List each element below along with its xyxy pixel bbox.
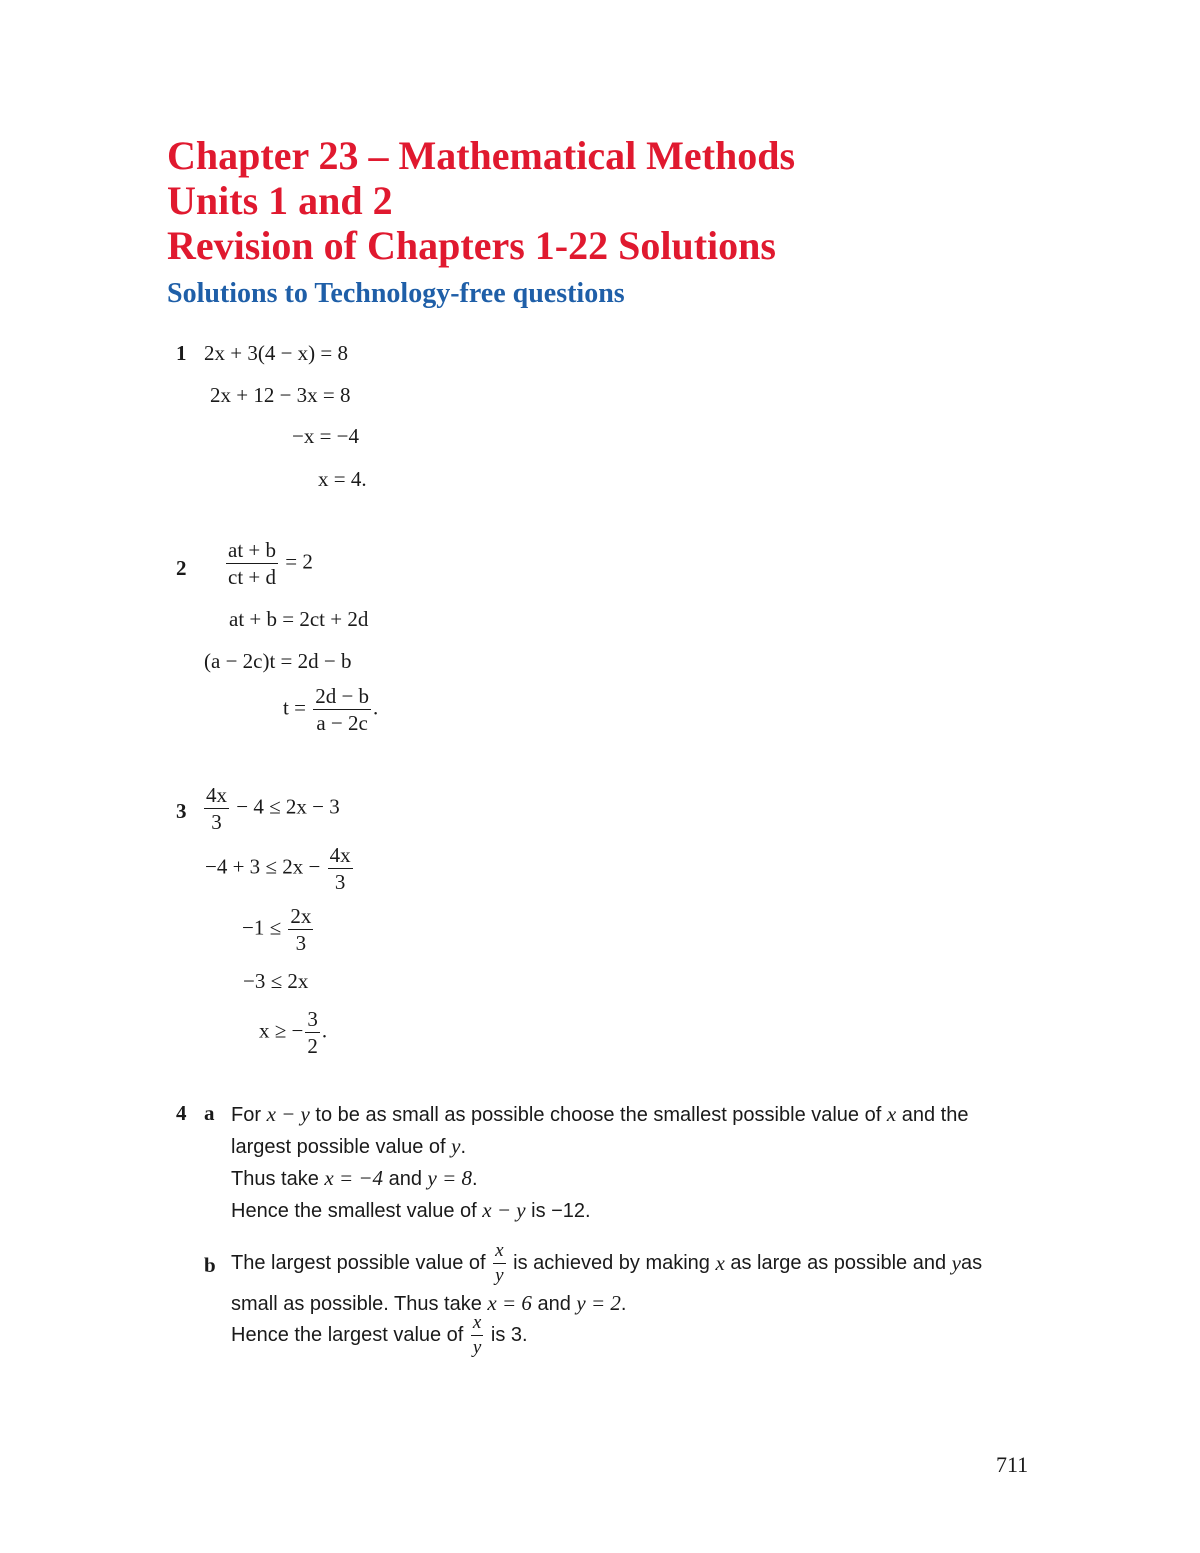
q2-fraction-1 (226, 538, 278, 589)
page-number: 711 (996, 1452, 1029, 1477)
q4b-l3-post: is 3. (485, 1323, 528, 1346)
q4b-frac2-numerator: x (471, 1312, 483, 1336)
q4b-l2-post: . (620, 1293, 627, 1315)
q4a-l3-e1: x = −4 (324, 1166, 384, 1190)
q4b-l1-pre: The largest possible value of (231, 1251, 492, 1274)
q3-line-5 (259, 1007, 327, 1058)
q4b-frac1-numerator: x (493, 1240, 505, 1264)
q4a-l1-pre: For (231, 1104, 267, 1126)
q3-frac2-numerator: 4x (328, 843, 353, 869)
revision-title: Revision of Chapters 1-22 Solutions (167, 223, 776, 268)
q1-line-3: −x = −4 (292, 424, 360, 448)
q4a-line-3 (231, 1163, 478, 1195)
q3-line-2-lhs: −4 + 3 ≤ 2x − (205, 854, 321, 879)
q4a-l1-mid: to be as small as possible choose the smallest possible value of (309, 1104, 887, 1126)
q4b-l1-v1: x (715, 1250, 725, 1275)
q3-frac1-numerator: 4x (204, 783, 229, 809)
q3-line-4: −3 ≤ 2x (243, 969, 309, 993)
question-4b-label: b (204, 1253, 216, 1277)
q4b-l2-e2: y = 2 (576, 1291, 621, 1315)
q4a-line-4 (231, 1195, 591, 1227)
q4a-l3-post: . (472, 1168, 478, 1190)
q2-line-4-lhs: t = (283, 695, 306, 720)
q4b-l1-post: as (960, 1251, 983, 1274)
q2-fraction-2 (313, 684, 371, 735)
q4b-l1-v2: y (951, 1250, 961, 1275)
q4b-l3-pre: Hence the largest value of (231, 1323, 469, 1346)
q4a-l3-mid: and (383, 1168, 428, 1190)
units-title: Units 1 and 2 (167, 178, 393, 223)
q4a-l4-expr: x − y (482, 1198, 526, 1222)
q4b-l1-mid2: as large as possible and (724, 1251, 952, 1274)
q2-line-1 (224, 538, 313, 589)
q2-line-4-tail: . (373, 695, 379, 720)
q3-frac2-denominator: 3 (334, 870, 346, 895)
q2-line-2: at + b = 2ct + 2d (229, 607, 369, 631)
question-4-number: 4 (176, 1101, 187, 1125)
q3-line-1 (202, 783, 340, 834)
q4a-l3-e2: y = 8 (427, 1166, 473, 1190)
q4a-l1-var: x (886, 1102, 897, 1126)
question-1-number: 1 (176, 341, 187, 365)
q4b-l2-e1: x = 6 (487, 1291, 532, 1315)
q4a-line-2 (231, 1131, 466, 1163)
q4a-l2-post: . (460, 1136, 467, 1158)
q3-frac3-denominator: 3 (295, 931, 307, 956)
q2-frac2-numerator: 2d − b (313, 684, 371, 710)
q3-line-1-rhs: − 4 ≤ 2x − 3 (236, 794, 340, 819)
q4a-l1-expr: x − y (266, 1102, 310, 1126)
section-subtitle: Solutions to Technology-free questions (167, 278, 625, 309)
q4b-frac1-denominator: y (495, 1264, 504, 1286)
q4b-l2-mid: and (531, 1293, 577, 1315)
chapter-title: Chapter 23 – Mathematical Methods (167, 133, 796, 178)
q3-frac1-denominator: 3 (211, 810, 222, 835)
q4a-l1-post: and the (896, 1104, 969, 1126)
q3-line-3 (242, 904, 315, 955)
q2-frac2-denominator: a − 2c (316, 711, 368, 736)
q3-fraction-4 (305, 1007, 320, 1058)
q3-line-2 (205, 843, 355, 894)
q4b-frac2-denominator: y (472, 1336, 482, 1358)
q2-frac1-numerator: at + b (226, 538, 278, 564)
q2-line-4 (283, 684, 378, 735)
q3-line-5-lhs: x ≥ − (259, 1018, 304, 1043)
q1-line-2: 2x + 12 − 3x = 8 (210, 383, 351, 407)
q4a-line-1 (231, 1099, 968, 1131)
q2-line-1-rhs: = 2 (285, 549, 313, 574)
q4b-line-3 (231, 1312, 528, 1359)
q3-fraction-2 (328, 843, 353, 894)
question-3-number: 3 (176, 799, 187, 823)
q3-line-3-lhs: −1 ≤ (242, 915, 282, 940)
q3-frac3-numerator: 2x (288, 904, 313, 930)
q1-line-1: 2x + 3(4 − x) = 8 (204, 341, 349, 365)
q3-frac4-numerator: 3 (305, 1007, 320, 1033)
q3-line-5-tail: . (321, 1018, 328, 1043)
q4a-l3-pre: Thus take (231, 1168, 325, 1190)
q4a-l4-pre: Hence the smallest value of (231, 1200, 483, 1222)
q2-frac1-denominator: ct + d (228, 565, 276, 590)
q4a-l2-pre: largest possible value of (231, 1136, 452, 1158)
q3-fraction-1 (204, 783, 229, 834)
q4b-line-1 (231, 1240, 982, 1287)
q4a-l2-var: y (451, 1134, 461, 1158)
question-2-number: 2 (176, 556, 187, 580)
q4b-fraction-1 (493, 1240, 505, 1287)
q3-frac4-denominator: 2 (307, 1034, 318, 1059)
q4b-l2-pre: small as possible. Thus take (231, 1293, 488, 1315)
question-4a-label: a (204, 1101, 215, 1125)
q3-fraction-3 (288, 904, 313, 955)
q4b-fraction-2 (471, 1312, 483, 1359)
q4b-l1-mid: is achieved by making (507, 1251, 716, 1274)
q4a-l4-post: is −12. (525, 1200, 591, 1222)
q2-line-3: (a − 2c)t = 2d − b (204, 649, 352, 673)
q1-line-4: x = 4. (318, 467, 367, 491)
